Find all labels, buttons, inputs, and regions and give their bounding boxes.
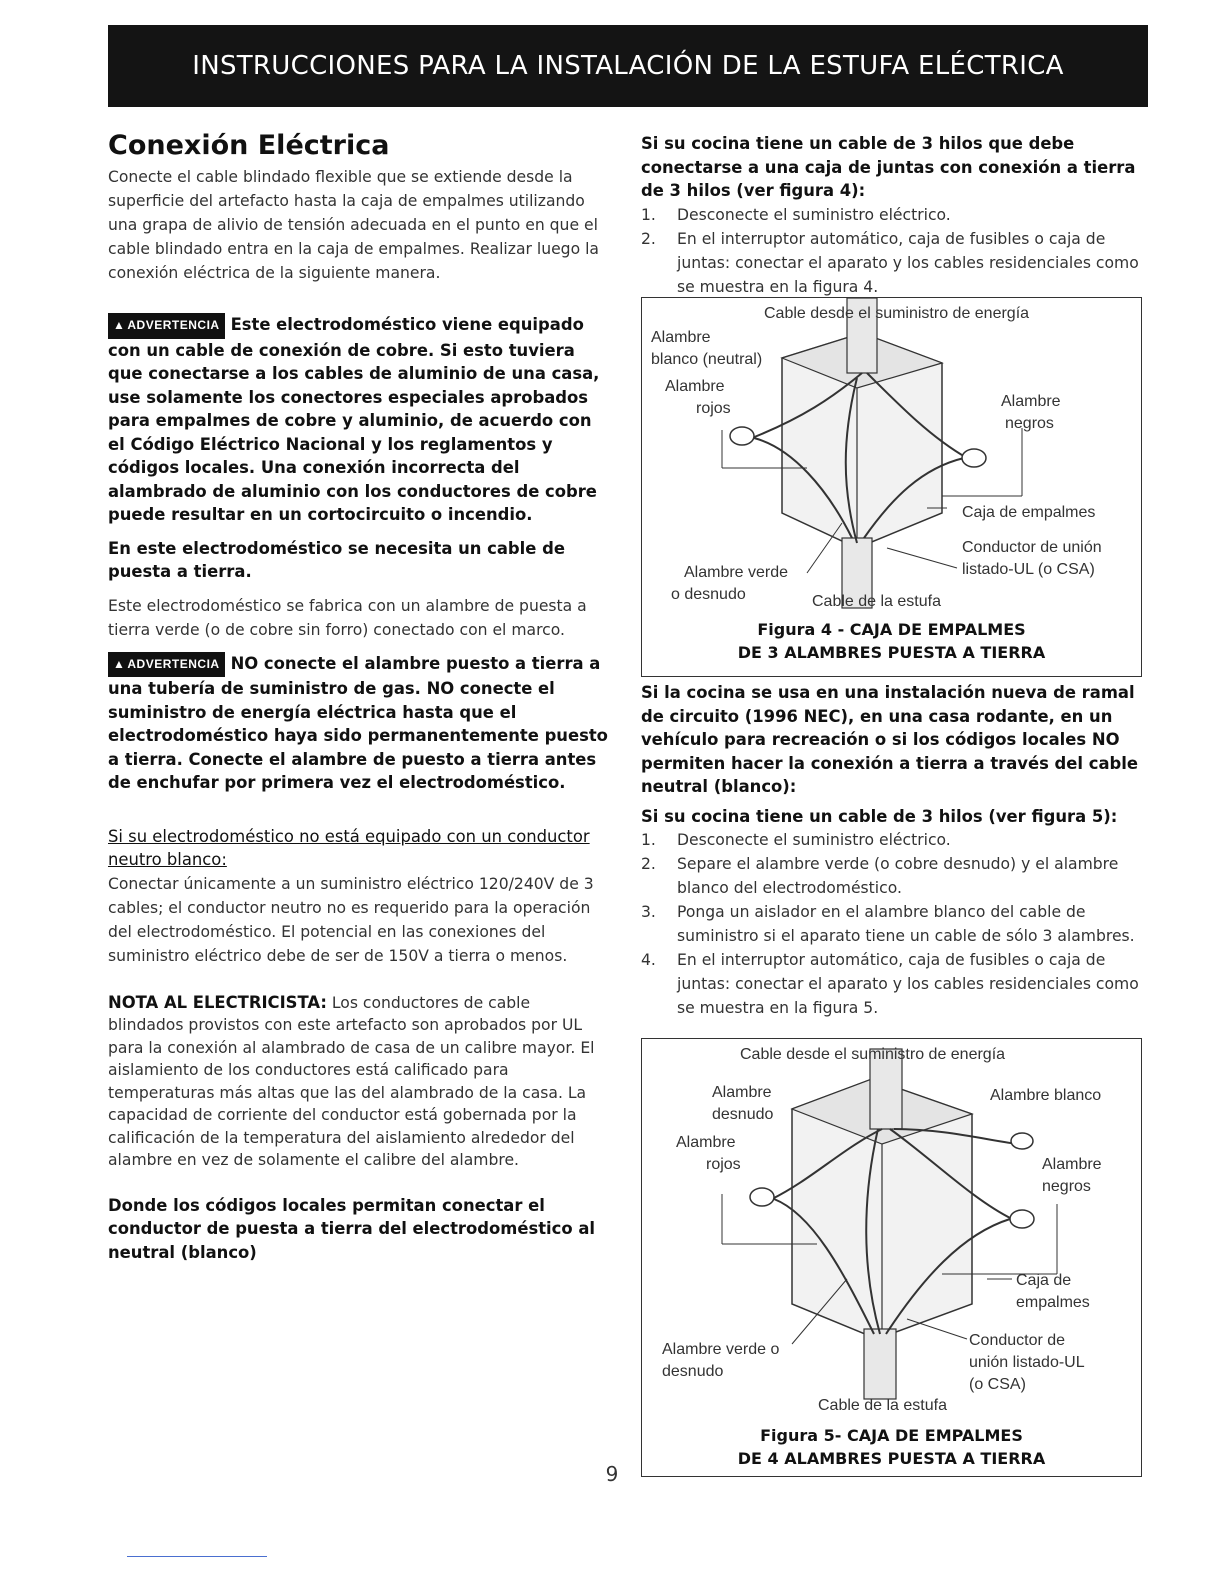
fig5-bare-wire-label-2: desnudo — [712, 1106, 774, 1123]
figure-5 — [641, 1038, 1142, 1477]
fig5-conductor-label-3: (o CSA) — [969, 1376, 1026, 1393]
ground-text-paragraph: Este electrodoméstico se fabrica con un alambre de puesta a tierra verde (o de cobre sin forro) conectado con el marco. — [108, 596, 587, 639]
page-header-banner — [108, 25, 1148, 107]
new-circuit-heading: Si la cocina se usa en una instalación nueva de ramal de circuito (1996 NEC), en una casa rodante, en un vehículo para recreación o si los códigos locales NO permiten hacer la conexión a tierra a través del cable neutral (blanco): — [641, 683, 1138, 796]
right-column — [641, 132, 1141, 299]
fig5-white-wire-label: Alambre blanco — [990, 1087, 1102, 1104]
fig5-black-wire-label-2: negros — [1042, 1178, 1091, 1195]
list-item: 1. Desconecte el suministro eléctrico. — [641, 831, 951, 849]
fig5-bare-wire-label-1: Alambre — [712, 1084, 772, 1101]
note-paragraph: NOTA AL ELECTRICISTA: Los conductores de cable blindados provistos con este artefacto son aprobados por UL para la conexión al alambrado de casa de un calibre mayor. El aislamiento de los conductores está calificado para temperaturas más altas que las del alambrado de la casa. La capacidad de corriente del conductor está gobernada por la calificación de la temperatura del aislamiento alrededor del alambre en vez de solamente el calibre del alambre. — [108, 992, 595, 1169]
note-label: NOTA AL ELECTRICISTA: — [108, 992, 327, 1012]
fig5-box-label-1: Caja de — [1016, 1272, 1072, 1289]
fig5-supply-label: Cable desde el suministro de energía — [740, 1046, 1006, 1063]
figure-4 — [641, 297, 1142, 677]
fig4-green-wire-label-1: Alambre verde — [684, 564, 789, 581]
warning-triangle-icon: ▲ — [113, 318, 126, 332]
fig4-range-cable-label: Cable de la estufa — [812, 593, 941, 610]
intro-paragraph: Conecte el cable blindado flexible que se extiende desde la superficie del artefacto hasta la caja de empalmes utilizando una grapa de alivio de tensión adecuada en el punto en que el cable blindado entra en la caja de empalmes. Realizar luego la conexión eléctrica de la siguiente manera. — [108, 168, 599, 282]
three-wire-heading: Si su cocina tiene un cable de 3 hilos que debe conectarse a una caja de juntas con conexión a tierra de 3 hilos (ver figura 4): — [641, 134, 1136, 200]
fig4-white-wire-label-2: blanco (neutral) — [651, 351, 763, 368]
fig4-black-wire-label-1: Alambre — [1001, 393, 1061, 410]
left-column — [108, 130, 608, 1264]
fig5-black-wire-label-1: Alambre — [1042, 1156, 1102, 1173]
fig4-green-wire-label-2: o desnudo — [671, 586, 746, 603]
warning-badge: ▲ ADVERTENCIA — [108, 313, 225, 339]
page-number: 9 — [605, 1462, 619, 1486]
fig4-supply-label: Cable desde el suministro de energía — [764, 305, 1030, 322]
fig4-conductor-label-1: Conductor de unión — [962, 539, 1102, 556]
neutral-heading: Si su electrodoméstico no está equipado con un conductor neutro blanco: — [108, 826, 590, 869]
right-column-middle — [641, 681, 1141, 1020]
fig4-red-wire-label-2: rojos — [696, 400, 731, 417]
local-codes-heading: Donde los códigos locales permitan conectar el conductor de puesta a tierra del electrodoméstico al neutral (blanco) — [108, 1195, 596, 1262]
fig5-range-cable-label: Cable de la estufa — [818, 1397, 947, 1414]
warning-triangle-icon: ▲ — [113, 656, 126, 671]
page-header-title: INSTRUCCIONES PARA LA INSTALACIÓN DE LA ESTUFA ELÉCTRICA — [192, 51, 1064, 81]
three-wire-fig5-heading: Si su cocina tiene un cable de 3 hilos (ver figura 5): — [641, 806, 1118, 826]
fig5-red-wire-label-1: Alambre — [676, 1134, 736, 1151]
warning-badge: ▲ ADVERTENCIA — [108, 652, 225, 678]
section-heading: Conexión Eléctrica — [108, 130, 390, 161]
fig4-red-wire-label-1: Alambre — [665, 378, 725, 395]
list-item: 1. Desconecte el suministro eléctrico. — [641, 205, 951, 224]
warning-gas-paragraph: ▲ ADVERTENCIA NO conecte el alambre puesto a tierra a una tubería de suministro de gas. NO conecte el suministro de energía eléctrica hasta que el electrodoméstico haya sido permanentemente puesto a tierra. Conecte el alambre de puesto a tierra antes de enchufar por primera vez el electrodoméstico. — [108, 653, 608, 792]
fig5-green-wire-label-1: Alambre verde o — [662, 1341, 780, 1358]
footer-divider — [127, 1556, 267, 1557]
fig4-conductor-label-2: listado-UL (o CSA) — [962, 561, 1095, 578]
steps-list-figure5 — [641, 828, 1141, 1020]
fig5-conductor-label-1: Conductor de — [969, 1332, 1066, 1349]
fig5-green-wire-label-2: desnudo — [662, 1363, 724, 1380]
steps-list-figure4 — [641, 203, 1141, 299]
fig5-caption-line-1: Figura 5- CAJA DE EMPALMES — [760, 1426, 1023, 1445]
fig5-red-wire-label-2: rojos — [706, 1156, 741, 1173]
list-item: 4. En el interruptor automático, caja de fusibles o caja de juntas: conectar el aparato y los cables residenciales como se muestra en la figura 5. — [641, 951, 1139, 1017]
fig4-caption-line-1: Figura 4 - CAJA DE EMPALMES — [757, 620, 1026, 639]
fig4-box-label: Caja de empalmes — [962, 504, 1096, 521]
fig5-caption-line-2: DE 4 ALAMBRES PUESTA A TIERRA — [737, 1449, 1046, 1468]
list-item: 2. Separe el alambre verde (o cobre desnudo) y el alambre blanco del electrodoméstico. — [641, 855, 1119, 897]
neutral-paragraph: Conectar únicamente a un suministro eléctrico 120/240V de 3 cables; el conductor neutro no es requerido para la operación del electrodoméstico. El potencial en las conexiones del suministro eléctrico debe de ser de 150V a tierra o menos. — [108, 874, 594, 965]
fig5-conductor-label-2: unión listado-UL — [969, 1354, 1085, 1371]
list-item: 2. En el interruptor automático, caja de fusibles o caja de juntas: conectar el aparato y los cables residenciales como se muestra en la figura 4. — [641, 229, 1139, 296]
fig4-caption-line-2: DE 3 ALAMBRES PUESTA A TIERRA — [737, 643, 1046, 662]
ground-required-paragraph: En este electrodoméstico se necesita un cable de puesta a tierra. — [108, 538, 565, 581]
fig4-black-wire-label-2: negros — [1005, 415, 1054, 432]
list-item: 3. Ponga un aislador en el alambre blanco del cable de suministro si el aparato tiene un cable de sólo 3 alambres. — [641, 903, 1135, 945]
warning-copper-paragraph: ▲ ADVERTENCIA Este electrodoméstico viene equipado con un cable de conexión de cobre. Si esto tuviera que conectarse a los cables de aluminio de una casa, use solamente los conectores especiales aprobados para empalmes de cobre y aluminio, de acuerdo con el Código Eléctrico Nacional y los reglamentos y códigos locales. Una conexión incorrecta del alambrado de aluminio con los conductores de cobre puede resultar en un cortocircuito o incendio. — [108, 315, 600, 524]
fig4-white-wire-label-1: Alambre — [651, 329, 711, 346]
fig5-box-label-2: empalmes — [1016, 1294, 1090, 1311]
